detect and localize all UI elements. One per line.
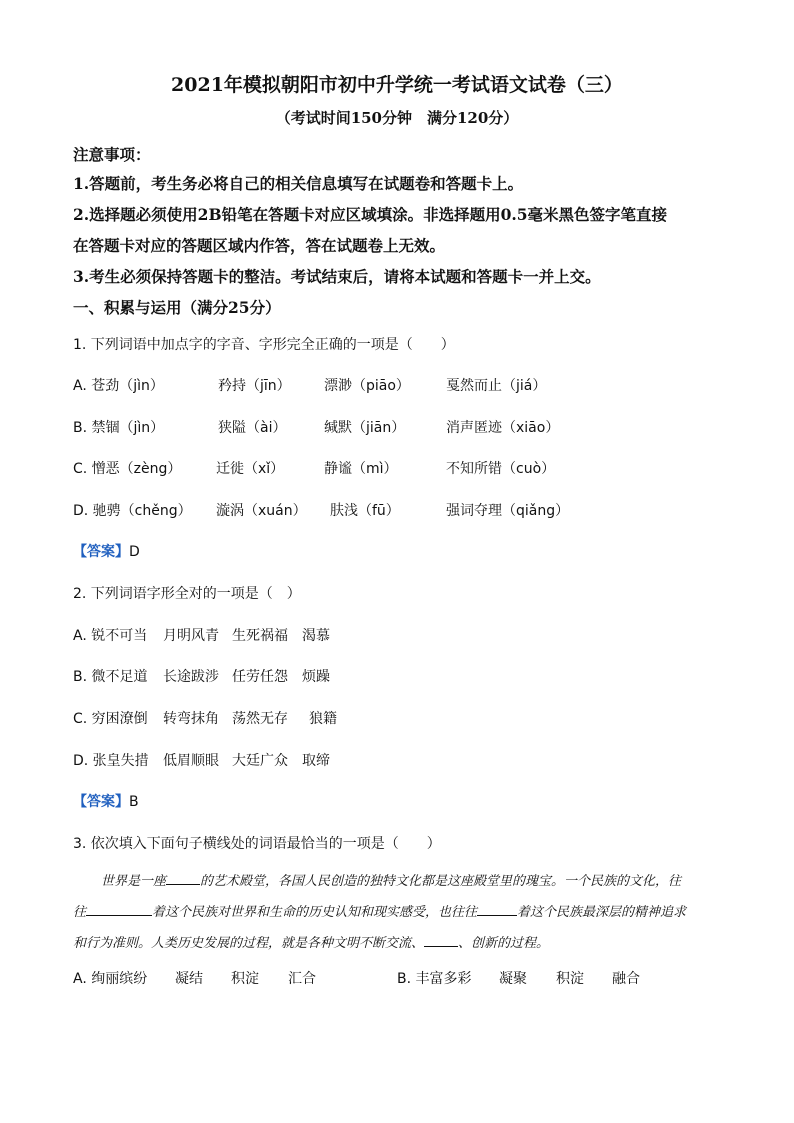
- q2-option-c-word-1: C. 穷困潦倒: [73, 711, 148, 727]
- q2-option-a-word-3: 生死祸福: [232, 628, 288, 644]
- q3-passage-line-3: [73, 932, 549, 951]
- q2-option-b-word-1: B. 微不足道: [73, 669, 148, 685]
- q2-option-b-word-3: 任劳任怨: [232, 669, 288, 685]
- q3-passage-text: 往: [73, 905, 87, 920]
- q3-blank-1: [166, 872, 200, 885]
- q2-option-a-word-4: 渴慕: [302, 628, 330, 644]
- q2-answer: [73, 791, 139, 811]
- q1-option-b-word-1: B. 禁锢（jìn）: [73, 420, 165, 436]
- q3-option-a-word-4: 汇合: [288, 971, 316, 987]
- q2-option-d-word-1: D. 张皇失措: [73, 753, 149, 769]
- q3-passage-text: 着这个民族最深层的精神追求: [517, 905, 687, 920]
- q2-option-b-word-2: 长途跋涉: [163, 669, 219, 685]
- q3-passage-text: 的艺术殿堂，各国人民创造的独特文化都是这座殿堂里的瑰宝。一个民族的文化，往: [200, 874, 682, 889]
- q1-answer-label: 【答案】: [73, 544, 129, 560]
- q2-answer-label: 【答案】: [73, 794, 129, 810]
- q3-blank-4: [424, 934, 458, 947]
- notice-line-3: 3.考生必须保持答题卡的整洁。考试结束后，请将本试题和答题卡一并上交。: [73, 267, 601, 286]
- q2-option-d-word-3: 大廷广众: [232, 753, 288, 769]
- q1-option-b-word-3: 缄默（jiān）: [324, 420, 406, 436]
- q1-option-d-word-4: 强词夺理（qiǎng）: [446, 503, 570, 519]
- q1-option-c-word-2: 迁徙（xǐ）: [216, 461, 285, 477]
- q3-option-b-word-4: 融合: [612, 971, 640, 987]
- q1-option-a-word-1: A. 苍劲（jìn）: [73, 378, 164, 394]
- q3-option-b-word-1: B. 丰富多彩: [397, 971, 472, 987]
- q3-passage-text: 、创新的过程。: [458, 936, 550, 951]
- q1-option-a-word-2: 矜持（jīn）: [218, 378, 291, 394]
- q1-answer-value: D: [129, 544, 140, 560]
- q1-option-b-word-4: 消声匿迹（xiāo）: [446, 420, 560, 436]
- q3-option-a-word-2: 凝结: [175, 971, 203, 987]
- q1-answer: [73, 541, 140, 561]
- notice-line-2a: 2.选择题必须使用2B铅笔在答题卡对应区域填涂。非选择题用0.5毫米黑色签字笔直接: [73, 205, 668, 224]
- q2-option-b-word-4: 烦躁: [302, 669, 330, 685]
- q1-option-b-word-2: 狭隘（ài）: [218, 420, 287, 436]
- section-heading: 一、积累与运用（满分25分）: [73, 298, 281, 317]
- q1-option-c-word-3: 静谧（mì）: [324, 461, 398, 477]
- q3-blank-3: [477, 903, 517, 916]
- q2-option-d-word-2: 低眉顺眼: [163, 753, 219, 769]
- q3-passage-line-1: [101, 870, 681, 889]
- q1-option-d-word-2: 漩涡（xuán）: [216, 503, 307, 519]
- q2-option-d-word-4: 取缔: [302, 753, 330, 769]
- q1-option-c-word-1: C. 憎恶（zèng）: [73, 461, 182, 477]
- q3-option-b-word-2: 凝聚: [499, 971, 527, 987]
- q2-option-c-word-2: 转弯抹角: [163, 711, 219, 727]
- q2-option-a-word-2: 月明风青: [163, 628, 219, 644]
- q1-option-c-word-4: 不知所错（cuò）: [446, 461, 556, 477]
- q3-option-a-word-3: 积淀: [231, 971, 259, 987]
- q3-passage-line-2: [73, 901, 686, 920]
- q3-passage-text: 着这个民族对世界和生命的历史认知和现实感受，也往往: [152, 905, 478, 920]
- q1-option-d-word-1: D. 驰骋（chěng）: [73, 503, 192, 519]
- notice-line-2b: 在答题卡对应的答题区域内作答，答在试题卷上无效。: [73, 236, 446, 255]
- question-3-stem: 3. 依次填入下面句子横线处的词语最恰当的一项是（ ）: [73, 836, 441, 852]
- q1-option-d-word-3: 肤浅（fū）: [330, 503, 400, 519]
- q2-option-c-word-4: 狼籍: [309, 711, 337, 727]
- q3-passage-text: 世界是一座: [101, 874, 167, 889]
- q2-answer-value: B: [129, 794, 139, 810]
- q2-option-c-word-3: 荡然无存: [232, 711, 288, 727]
- q3-passage-text: 和行为准则。人类历史发展的过程，就是各种文明不断交流、: [73, 936, 425, 951]
- q3-option-b-word-3: 积淀: [556, 971, 584, 987]
- notice-heading: 注意事项：: [73, 145, 151, 164]
- q3-blank-2: [86, 903, 152, 916]
- q3-option-a-word-1: A. 绚丽缤纷: [73, 971, 148, 987]
- page-subtitle: （考试时间150分钟 满分120分）: [275, 109, 519, 127]
- q1-option-a-word-4: 戛然而止（jiá）: [446, 378, 547, 394]
- q2-option-a-word-1: A. 锐不可当: [73, 628, 148, 644]
- notice-line-1: 1.答题前，考生务必将自己的相关信息填写在试题卷和答题卡上。: [73, 174, 524, 193]
- page-title: 2021年模拟朝阳市初中升学统一考试语文试卷（三）: [171, 74, 623, 96]
- q1-option-a-word-3: 漂渺（piāo）: [324, 378, 410, 394]
- question-2-stem: 2. 下列词语字形全对的一项是（ ）: [73, 586, 301, 602]
- question-1-stem: 1. 下列词语中加点字的字音、字形完全正确的一项是（ ）: [73, 337, 455, 353]
